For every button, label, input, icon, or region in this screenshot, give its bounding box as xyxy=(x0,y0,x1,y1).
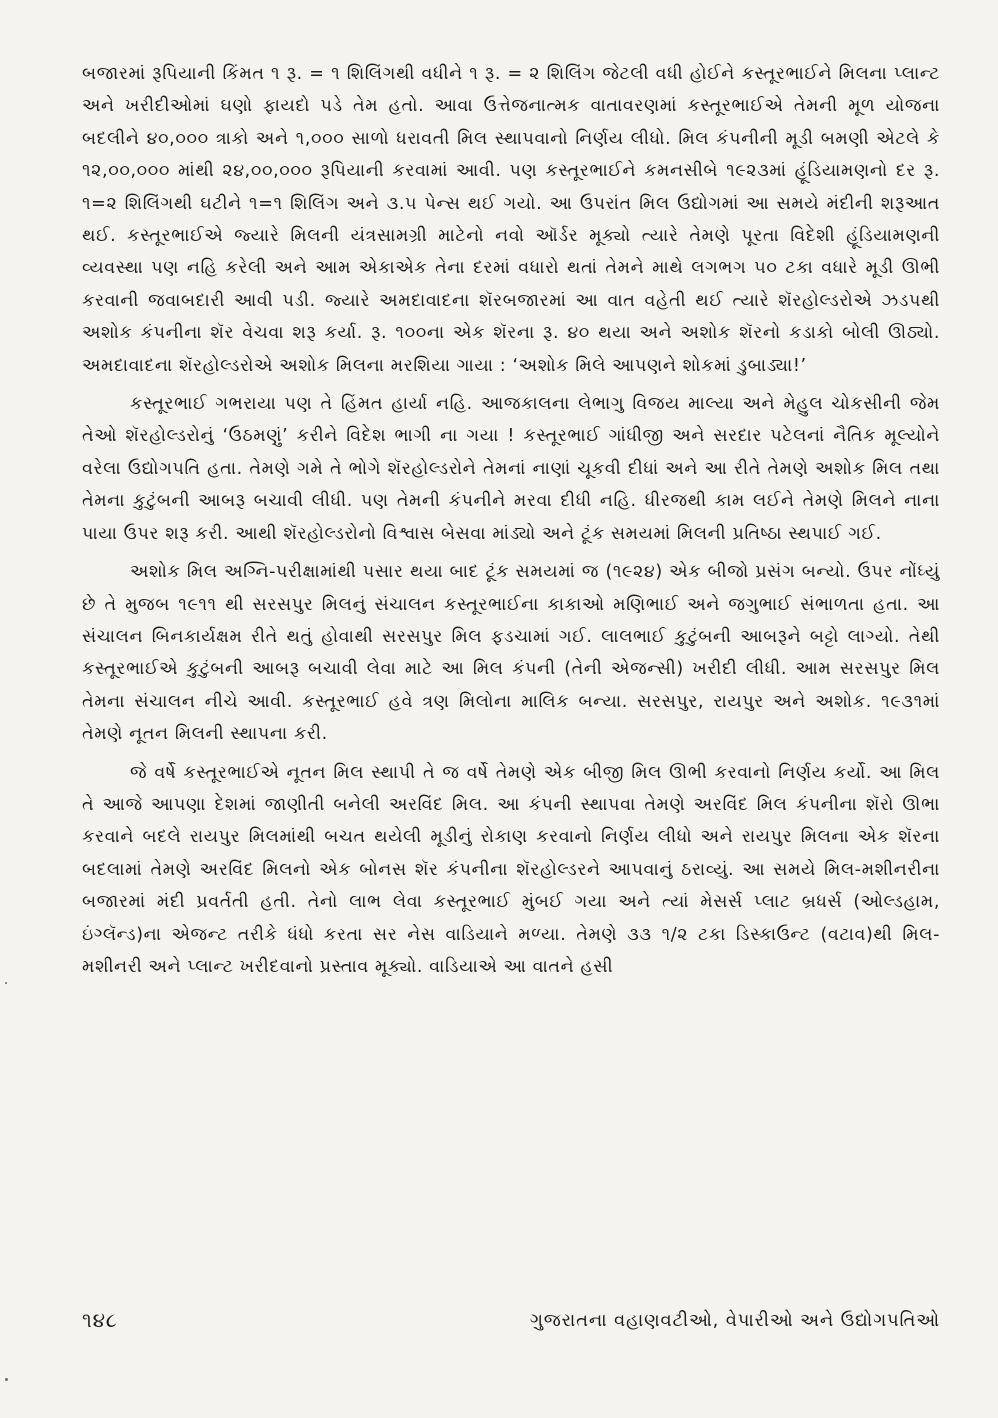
paragraph-3: અશોક મિલ અગ્નિ-પરીક્ષામાંથી પસાર થયા બાદ ટૂંક સમયમાં જ (૧૯૨૪) એક બીજો પ્રસંગ બન્યો. ઉપર નોંધ્યું છે તે મુજબ ૧૯૧૧ થી સરસપુર મિલનું સંચાલન કસ્તૂરભાઈના કાકાઓ મણિભાઈ અને જગુભાઈ સંભાળતા હતા. આ સંચાલન બિનકાર્યક્ષમ રીતે થતું હોવાથી સરસપુર મિલ ફડચામાં ગઈ. લાલભાઈ કુટુંબની આબરૂને બટ્ટો લાગ્યો. તેથી કસ્તૂરભાઈએ કુટુંબની આબરૂ બચાવી લેવા માટે આ મિલ કંપની (તેની એજન્સી) ખરીદી લીધી. આમ સરસપુર મિલ તેમના સંચાલન નીચે આવી. કસ્તૂરભાઈ હવે ત્રણ મિલોના માલિક બન્યા. સરસપુર, રાયપુર અને અશોક. ૧૯૩૧માં તેમણે નૂતન મિલની સ્થાપના કરી. xyxy=(82,562,940,745)
paragraph-2: કસ્તૂરભાઈ ગભરાયા પણ તે હિંમત હાર્યા નહિ. આજકાલના લેભાગુ વિજય માલ્યા અને મેહુલ ચોકસીની જેમ તેઓ શૅરહોલ્ડરોનું ‘ઉઠમણું’ કરીને વિદેશ ભાગી ના ગયા ! કસ્તૂરભાઈ ગાંધીજી અને સરદાર પટેલનાં નૈતિક મૂલ્યોને વરેલા ઉદ્યોગપતિ હતા. તેમણે ગમે તે ભોગે શૅરહોલ્ડરોને તેમનાં નાણાં ચૂકવી દીધાં અને આ રીતે તેમણે અશોક મિલ તથા તેમના કુટુંબની આબરૂ બચાવી લીધી. પણ તેમની કંપનીને મરવા દીધી નહિ. ધીરજથી કામ લઈને તેમણે મિલને નાના પાયા ઉપર શરૂ કરી. આથી શૅરહોલ્ડરોનો વિશ્વાસ બેસવા માંડ્યો અને ટૂંક સમયમાં મિલની પ્રતિષ્ઠા સ્થપાઈ ગઈ. xyxy=(82,394,940,544)
body-text xyxy=(82,58,940,983)
scan-speck xyxy=(5,982,7,984)
paragraph-4: જે વર્ષે કસ્તૂરભાઈએ નૂતન મિલ સ્થાપી તે જ વર્ષે તેમણે એક બીજી મિલ ઊભી કરવાનો નિર્ણય કર્યો. આ મિલ તે આજે આપણા દેશમાં જાણીતી બનેલી અરવિંદ મિલ. આ કંપની સ્થાપવા તેમણે અરવિંદ મિલ કંપનીના શૅરો ઊભા કરવાને બદલે રાયપુર મિલમાંથી બચત થયેલી મૂડીનું રોકાણ કરવાનો નિર્ણય લીધો અને રાયપુર મિલના એક શૅરના બદલામાં તેમણે અરવિંદ મિલનો એક બોનસ શૅર કંપનીના શૅરહોલ્ડરને આપવાનું ઠરાવ્યું. આ સમયે મિલ-મશીનરીના બજારમાં મંદી પ્રવર્તતી હતી. તેનો લાભ લેવા કસ્તૂરભાઈ મુંબઈ ગયા અને ત્યાં મેસર્સ પ્લાટ બ્રધર્સ (ઓલ્ડહામ, ઇંગ્લૅન્ડ)ના એજન્ટ તરીકે ધંધો કરતા સર નેસ વાડિયાને મળ્યા. તેમણે ૩૩ ૧/૨ ટકા ડિસ્કાઉન્ટ (વટાવ)થી મિલ-મશીનરી અને પ્લાન્ટ ખરીદવાનો પ્રસ્તાવ મૂક્યો. વાડિયાએ આ વાતને હસી xyxy=(82,762,940,977)
paragraph-1: બજારમાં રૂપિયાની કિંમત ૧ રૂ. = ૧ શિલિંગથી વધીને ૧ રૂ. = ૨ શિલિંગ જેટલી વધી હોઈને કસ્તૂરભાઈને મિલના પ્લાન્ટ અને ખરીદીઓમાં ઘણો ફાયદો પડે તેમ હતો. આવા ઉત્તેજનાત્મક વાતાવરણમાં કસ્તૂરભાઈએ તેમની મૂળ યોજના બદલીને ૪૦,૦૦૦ ત્રાકો અને ૧,૦૦૦ સાળો ધરાવતી મિલ સ્થાપવાનો નિર્ણય લીધો. મિલ કંપનીની મૂડી બમણી એટલે કે ૧૨,૦૦,૦૦૦ માંથી ૨૪,૦૦,૦૦૦ રૂપિયાની કરવામાં આવી. પણ કસ્તૂરભાઈને કમનસીબે ૧૯૨૩માં હૂંડિયામણનો દર રૂ. ૧=૨ શિલિંગથી ઘટીને ૧=૧ શિલિંગ અને ૩.૫ પેન્સ થઈ ગયો. આ ઉપરાંત મિલ ઉદ્યોગમાં આ સમયે મંદીની શરૂઆત થઈ. કસ્તૂરભાઈએ જ્યારે મિલની યંત્રસામગ્રી માટેનો નવો ઑર્ડર મૂક્યો ત્યારે તેમણે પૂરતા વિદેશી હૂંડિયામણની વ્યવસ્થા પણ નહિ કરેલી અને આમ એકાએક તેના દરમાં વધારો થતાં તેમને માથે લગભગ ૫૦ ટકા વધારે મૂડી ઊભી કરવાની જવાબદારી આવી પડી. જ્યારે અમદાવાદના શૅરબજારમાં આ વાત વહેતી થઈ ત્યારે શૅરહોલ્ડરોએ ઝડપથી અશોક કંપનીના શૅર વેચવા શરૂ કર્યા. રૂ. ૧૦૦ના એક શૅરના રૂ. ૪૦ થયા અને અશોક શૅરનો કડાકો બોલી ઊઠ્યો. અમદાવાદના શૅરહોલ્ડરોએ અશોક મિલના મરશિયા ગાયા : ‘અશોક મિલે આપણને શોકમાં ડુબાડ્યા!’ xyxy=(82,64,940,376)
book-title: ગુજરાતના વહાણવટીઓ, વેપારીઓ અને ઉદ્યોગપતિઓ xyxy=(529,1309,940,1331)
scan-speck xyxy=(5,1378,8,1381)
page-footer xyxy=(82,1300,940,1340)
page-number: ૧૪૮ xyxy=(82,1308,118,1332)
